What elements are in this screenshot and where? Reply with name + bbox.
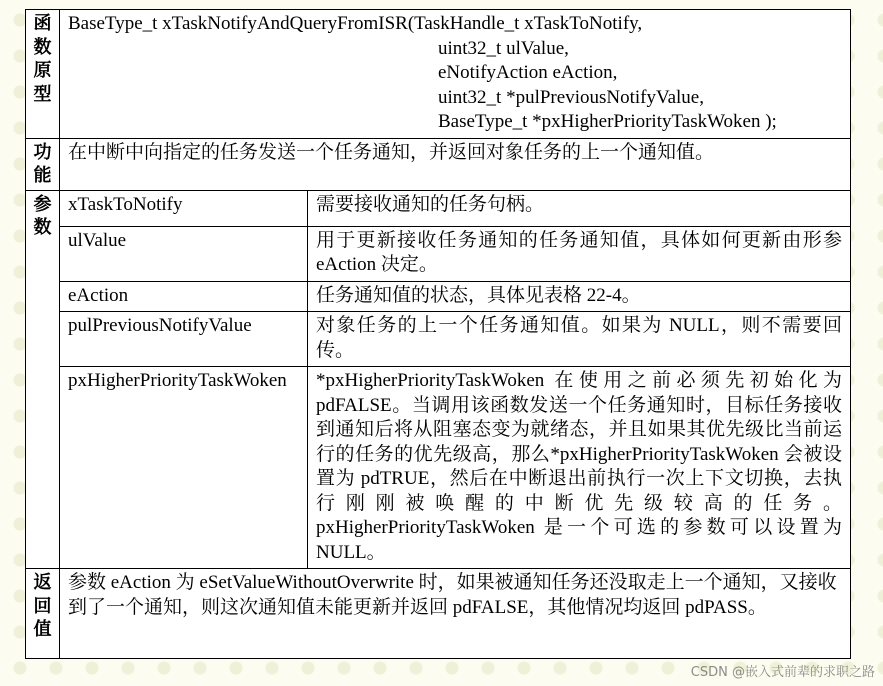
return-row (26, 569, 851, 659)
prototype-row (26, 10, 851, 139)
param-row (26, 312, 851, 367)
function-text: 在中断中向指定的任务发送一个任务通知，并返回对象任务的上一个通知值。 (60, 138, 851, 190)
param-row (26, 281, 851, 312)
param-name: pxHigherPriorityTaskWoken (60, 367, 308, 569)
prototype-line: BaseType_t *pxHigherPriorityTaskWoken ); (438, 111, 777, 132)
prototype-line: uint32_t ulValue, (438, 37, 569, 59)
api-doc-table (25, 9, 851, 659)
prototype-line: BaseType_t xTaskNotifyAndQueryFromISR(TaskHandle_t xTaskToNotify, (68, 13, 643, 34)
param-desc: 用于更新接收任务通知的任务通知值，具体如何更新由形参 eAction 决定。 (308, 226, 851, 281)
param-name: eAction (60, 281, 308, 312)
prototype-line: eNotifyAction eAction, (438, 62, 618, 83)
param-desc: 需要接收通知的任务句柄。 (308, 190, 851, 226)
function-row (26, 138, 851, 190)
return-text: 参数 eAction 为 eSetValueWithoutOverwrite 时，如果被通知任务还没取走上一个通知，又接收到了一个通知，则这次通知值未能更新并返回 pdFALSE，其他情况均返回 pdPASS。 (60, 569, 851, 659)
function-label: 功 能 (26, 138, 60, 190)
param-desc: 对象任务的上一个任务通知值。如果为 NULL，则不需要回传。 (308, 312, 851, 367)
param-row (26, 367, 851, 569)
param-name: pulPreviousNotifyValue (60, 312, 308, 367)
prototype-label: 函 数 原 型 (26, 10, 60, 139)
return-label: 返 回 值 (26, 569, 60, 659)
param-desc: *pxHigherPriorityTaskWoken 在使用之前必须先初始化为 pdFALSE。当调用该函数发送一个任务通知时，目标任务接收到通知后将从阻塞态变为就绪态，并且如果其优先级比当前运行的任务的优先级高，那么*pxHigherPriorityTaskWoken 会被设置为 pdTRUE，然后在中断退出前执行一次上下文切换，去执行刚刚被唤醒的中断优先级较高的任务。pxHigherPriorityTaskWoken 是一个可选的参数可以设置为 NULL。 (308, 367, 851, 569)
param-row (26, 190, 851, 226)
params-label: 参 数 (26, 190, 60, 569)
prototype-line: uint32_t *pulPreviousNotifyValue, (438, 86, 704, 108)
param-desc: 任务通知值的状态，具体见表格 22-4。 (308, 281, 851, 312)
param-name: xTaskToNotify (60, 190, 308, 226)
param-name: ulValue (60, 226, 308, 281)
prototype-cell (60, 10, 851, 139)
watermark: CSDN @嵌入式前辈的求职之路 (690, 665, 875, 680)
param-row (26, 226, 851, 281)
